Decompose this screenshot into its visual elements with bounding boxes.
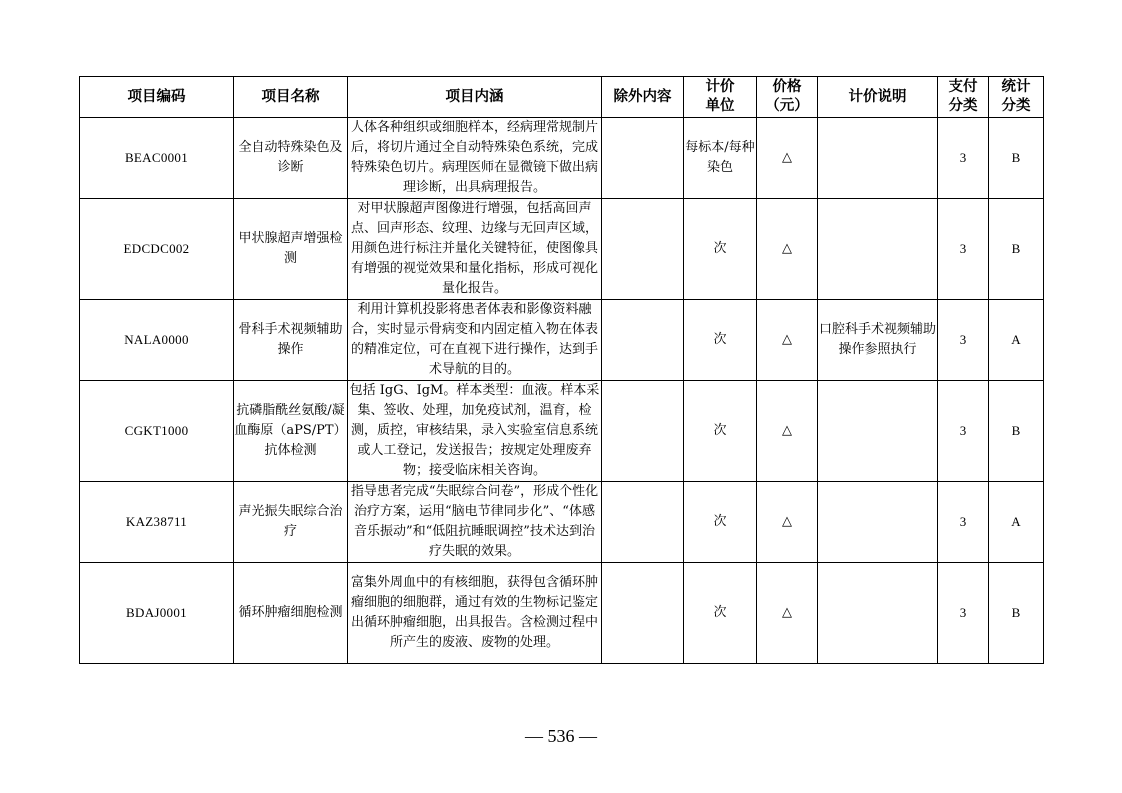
header-unit-line2: 单位 — [705, 98, 735, 114]
header-price-line2: （元） — [765, 98, 809, 114]
cell-name: 抗磷脂酰丝氨酸/凝血酶原（aPS/PT）抗体检测 — [234, 381, 348, 482]
pricing-table — [79, 76, 1044, 664]
cell-note — [818, 381, 938, 482]
header-pricing-note: 计价说明 — [818, 77, 938, 118]
header-price — [757, 77, 818, 118]
cell-name: 声光振失眠综合治疗 — [234, 482, 348, 563]
cell-note — [818, 563, 938, 664]
cell-stat: B — [989, 563, 1044, 664]
table-row — [80, 199, 1044, 300]
cell-price: △ — [757, 563, 818, 664]
header-price-line1: 价格 — [772, 79, 802, 95]
cell-exclusions — [602, 199, 684, 300]
cell-exclusions — [602, 381, 684, 482]
header-unit-line1: 计价 — [705, 79, 735, 95]
cell-stat: A — [989, 300, 1044, 381]
cell-stat: A — [989, 482, 1044, 563]
cell-price: △ — [757, 482, 818, 563]
cell-code: KAZ38711 — [80, 482, 234, 563]
table-header — [80, 77, 1044, 118]
cell-payment: 3 — [938, 199, 989, 300]
header-payment — [938, 77, 989, 118]
table-row — [80, 563, 1044, 664]
cell-code: NALA0000 — [80, 300, 234, 381]
cell-exclusions — [602, 118, 684, 199]
cell-payment: 3 — [938, 118, 989, 199]
cell-note — [818, 118, 938, 199]
cell-price: △ — [757, 118, 818, 199]
cell-exclusions — [602, 300, 684, 381]
cell-code: BEAC0001 — [80, 118, 234, 199]
header-stat — [989, 77, 1044, 118]
cell-content: 人体各种组织或细胞样本，经病理常规制片后，将切片通过全自动特殊染色系统，完成特殊染色切片。病理医师在显微镜下做出病理诊断，出具病理报告。 — [348, 118, 602, 199]
cell-content: 指导患者完成“失眠综合问卷”，形成个性化治疗方案，运用“脑电节律同步化”、“体感音乐振动”和“低阻抗睡眠调控”技术达到治疗失眠的效果。 — [348, 482, 602, 563]
cell-content: 富集外周血中的有核细胞，获得包含循环肿瘤细胞的细胞群，通过有效的生物标记鉴定出循环肿瘤细胞，出具报告。含检测过程中所产生的废液、废物的处理。 — [348, 563, 602, 664]
cell-exclusions — [602, 563, 684, 664]
cell-unit-text: 每标本/每种染色 — [685, 140, 755, 175]
header-payment-line2: 分类 — [948, 98, 978, 114]
table-row — [80, 482, 1044, 563]
cell-name: 全自动特殊染色及诊断 — [234, 118, 348, 199]
cell-price: △ — [757, 199, 818, 300]
cell-payment: 3 — [938, 482, 989, 563]
page-number: — 536 — — [525, 726, 597, 746]
header-exclusions: 除外内容 — [602, 77, 684, 118]
cell-payment: 3 — [938, 381, 989, 482]
cell-payment: 3 — [938, 563, 989, 664]
cell-name: 甲状腺超声增强检测 — [234, 199, 348, 300]
cell-stat: B — [989, 381, 1044, 482]
cell-note: 口腔科手术视频辅助操作参照执行 — [818, 300, 938, 381]
header-content: 项目内涵 — [348, 77, 602, 118]
cell-code: EDCDC002 — [80, 199, 234, 300]
cell-price: △ — [757, 381, 818, 482]
table-body — [80, 118, 1044, 664]
cell-name: 循环肿瘤细胞检测 — [234, 563, 348, 664]
header-name: 项目名称 — [234, 77, 348, 118]
cell-note — [818, 482, 938, 563]
table-row — [80, 381, 1044, 482]
header-stat-line1: 统计 — [1001, 79, 1031, 95]
cell-name: 骨科手术视频辅助操作 — [234, 300, 348, 381]
header-payment-line1: 支付 — [948, 79, 978, 95]
cell-unit: 次 — [684, 563, 757, 664]
cell-code: CGKT1000 — [80, 381, 234, 482]
table-row — [80, 118, 1044, 199]
cell-stat: B — [989, 118, 1044, 199]
cell-unit: 次 — [684, 381, 757, 482]
cell-unit: 次 — [684, 300, 757, 381]
cell-price: △ — [757, 300, 818, 381]
cell-unit: 次 — [684, 482, 757, 563]
cell-unit: 次 — [684, 199, 757, 300]
header-stat-line2: 分类 — [1001, 98, 1031, 114]
table-row — [80, 300, 1044, 381]
cell-payment: 3 — [938, 300, 989, 381]
cell-code: BDAJ0001 — [80, 563, 234, 664]
cell-content: 包括 IgG、IgM。样本类型：血液。样本采集、签收、处理，加免疫试剂，温育，检测，质控，审核结果，录入实验室信息系统或人工登记，发送报告；按规定处理废弃物；接受临床相关咨询。 — [348, 381, 602, 482]
header-unit — [684, 77, 757, 118]
cell-note — [818, 199, 938, 300]
cell-unit — [684, 118, 757, 199]
cell-exclusions — [602, 482, 684, 563]
cell-stat: B — [989, 199, 1044, 300]
cell-content: 利用计算机投影将患者体表和影像资料融合，实时显示骨病变和内固定植入物在体表的精准定位，可在直视下进行操作，达到手术导航的目的。 — [348, 300, 602, 381]
header-code: 项目编码 — [80, 77, 234, 118]
cell-content: 对甲状腺超声图像进行增强，包括高回声点、回声形态、纹理、边缘与无回声区域，用颜色进行标注并量化关键特征，使图像具有增强的视觉效果和量化指标，形成可视化量化报告。 — [348, 199, 602, 300]
